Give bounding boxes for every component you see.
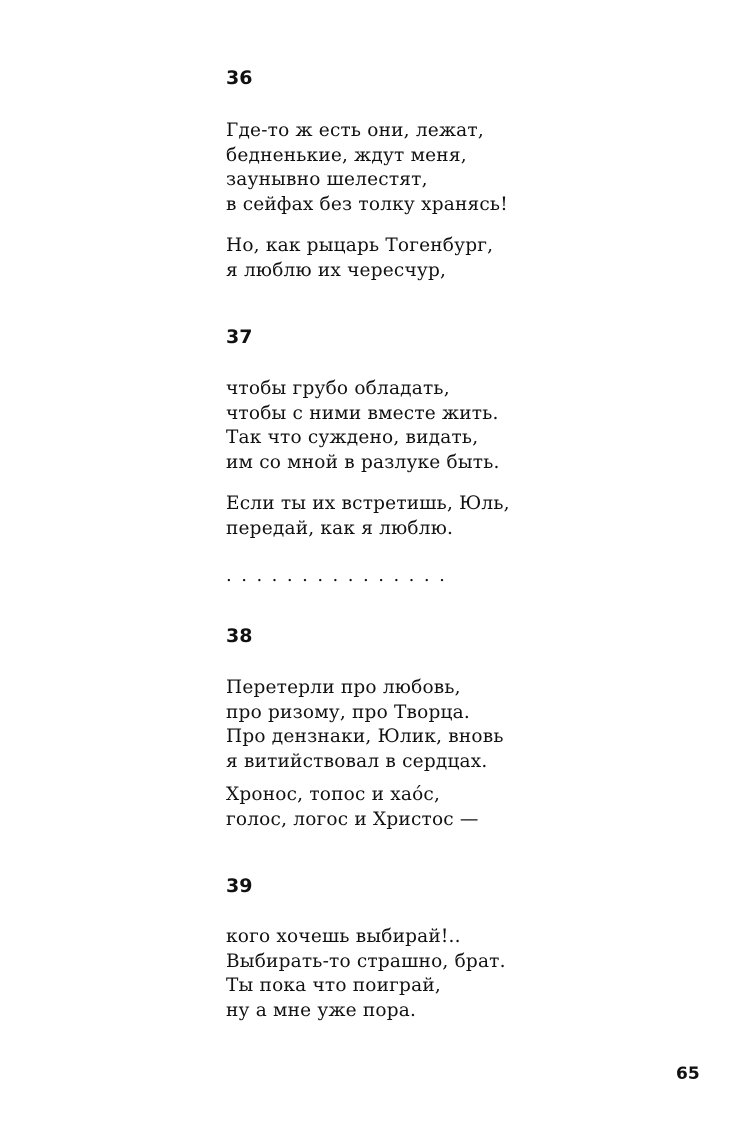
stanza xyxy=(226,925,506,1023)
stanza xyxy=(226,783,479,832)
verse-line: Хронос, топос и хао́с, xyxy=(226,784,441,805)
verse-line: Если ты их встретишь, Юль, xyxy=(226,493,510,514)
poem-number: 39 xyxy=(226,875,253,897)
verse-line: им со мной в разлуке быть. xyxy=(226,451,500,473)
verse-line: Но, как рыцарь Тогенбург, xyxy=(226,235,494,256)
poem-number: 36 xyxy=(226,67,253,89)
verse-line: Ты пока что поиграй, xyxy=(226,975,441,996)
verse-line: ну а мне уже пора. xyxy=(226,999,417,1021)
verse-line: про ризому, про Творца. xyxy=(226,701,470,723)
verse-line: Выбирать-то страшно, брат. xyxy=(226,950,506,972)
verse-line: Так что суждено, видать, xyxy=(226,427,479,448)
verse-line: чтобы с ними вместе жить. xyxy=(226,402,499,424)
verse-line: в сейфах без толку хранясь! xyxy=(226,193,508,215)
stanza xyxy=(226,676,504,774)
page-number: 65 xyxy=(676,1064,700,1084)
omission-dots: ............... xyxy=(226,565,455,586)
verse-line: бедненькие, ждут меня, xyxy=(226,144,467,166)
verse-line: заунывно шелестят, xyxy=(226,169,428,190)
poem-number: 38 xyxy=(226,625,253,647)
verse-line: я витийствовал в сердцах. xyxy=(226,750,488,772)
stanza xyxy=(226,234,493,283)
stanza xyxy=(226,377,500,475)
stanza xyxy=(226,119,508,217)
verse-line: голос, логос и Христос — xyxy=(226,808,479,830)
verse-line: Где-то ж есть они, лежат, xyxy=(226,120,484,141)
verse-line: чтобы грубо обладать, xyxy=(226,378,450,399)
verse-line: кого хочешь выбирай!.. xyxy=(226,926,461,947)
verse-line: Про дензнаки, Юлик, вновь xyxy=(226,726,504,747)
verse-line: передай, как я люблю. xyxy=(226,517,454,539)
verse-line: Перетерли про любовь, xyxy=(226,677,461,698)
poem-number: 37 xyxy=(226,326,253,348)
stanza xyxy=(226,492,510,541)
verse-line: я люблю их чересчур, xyxy=(226,259,447,281)
